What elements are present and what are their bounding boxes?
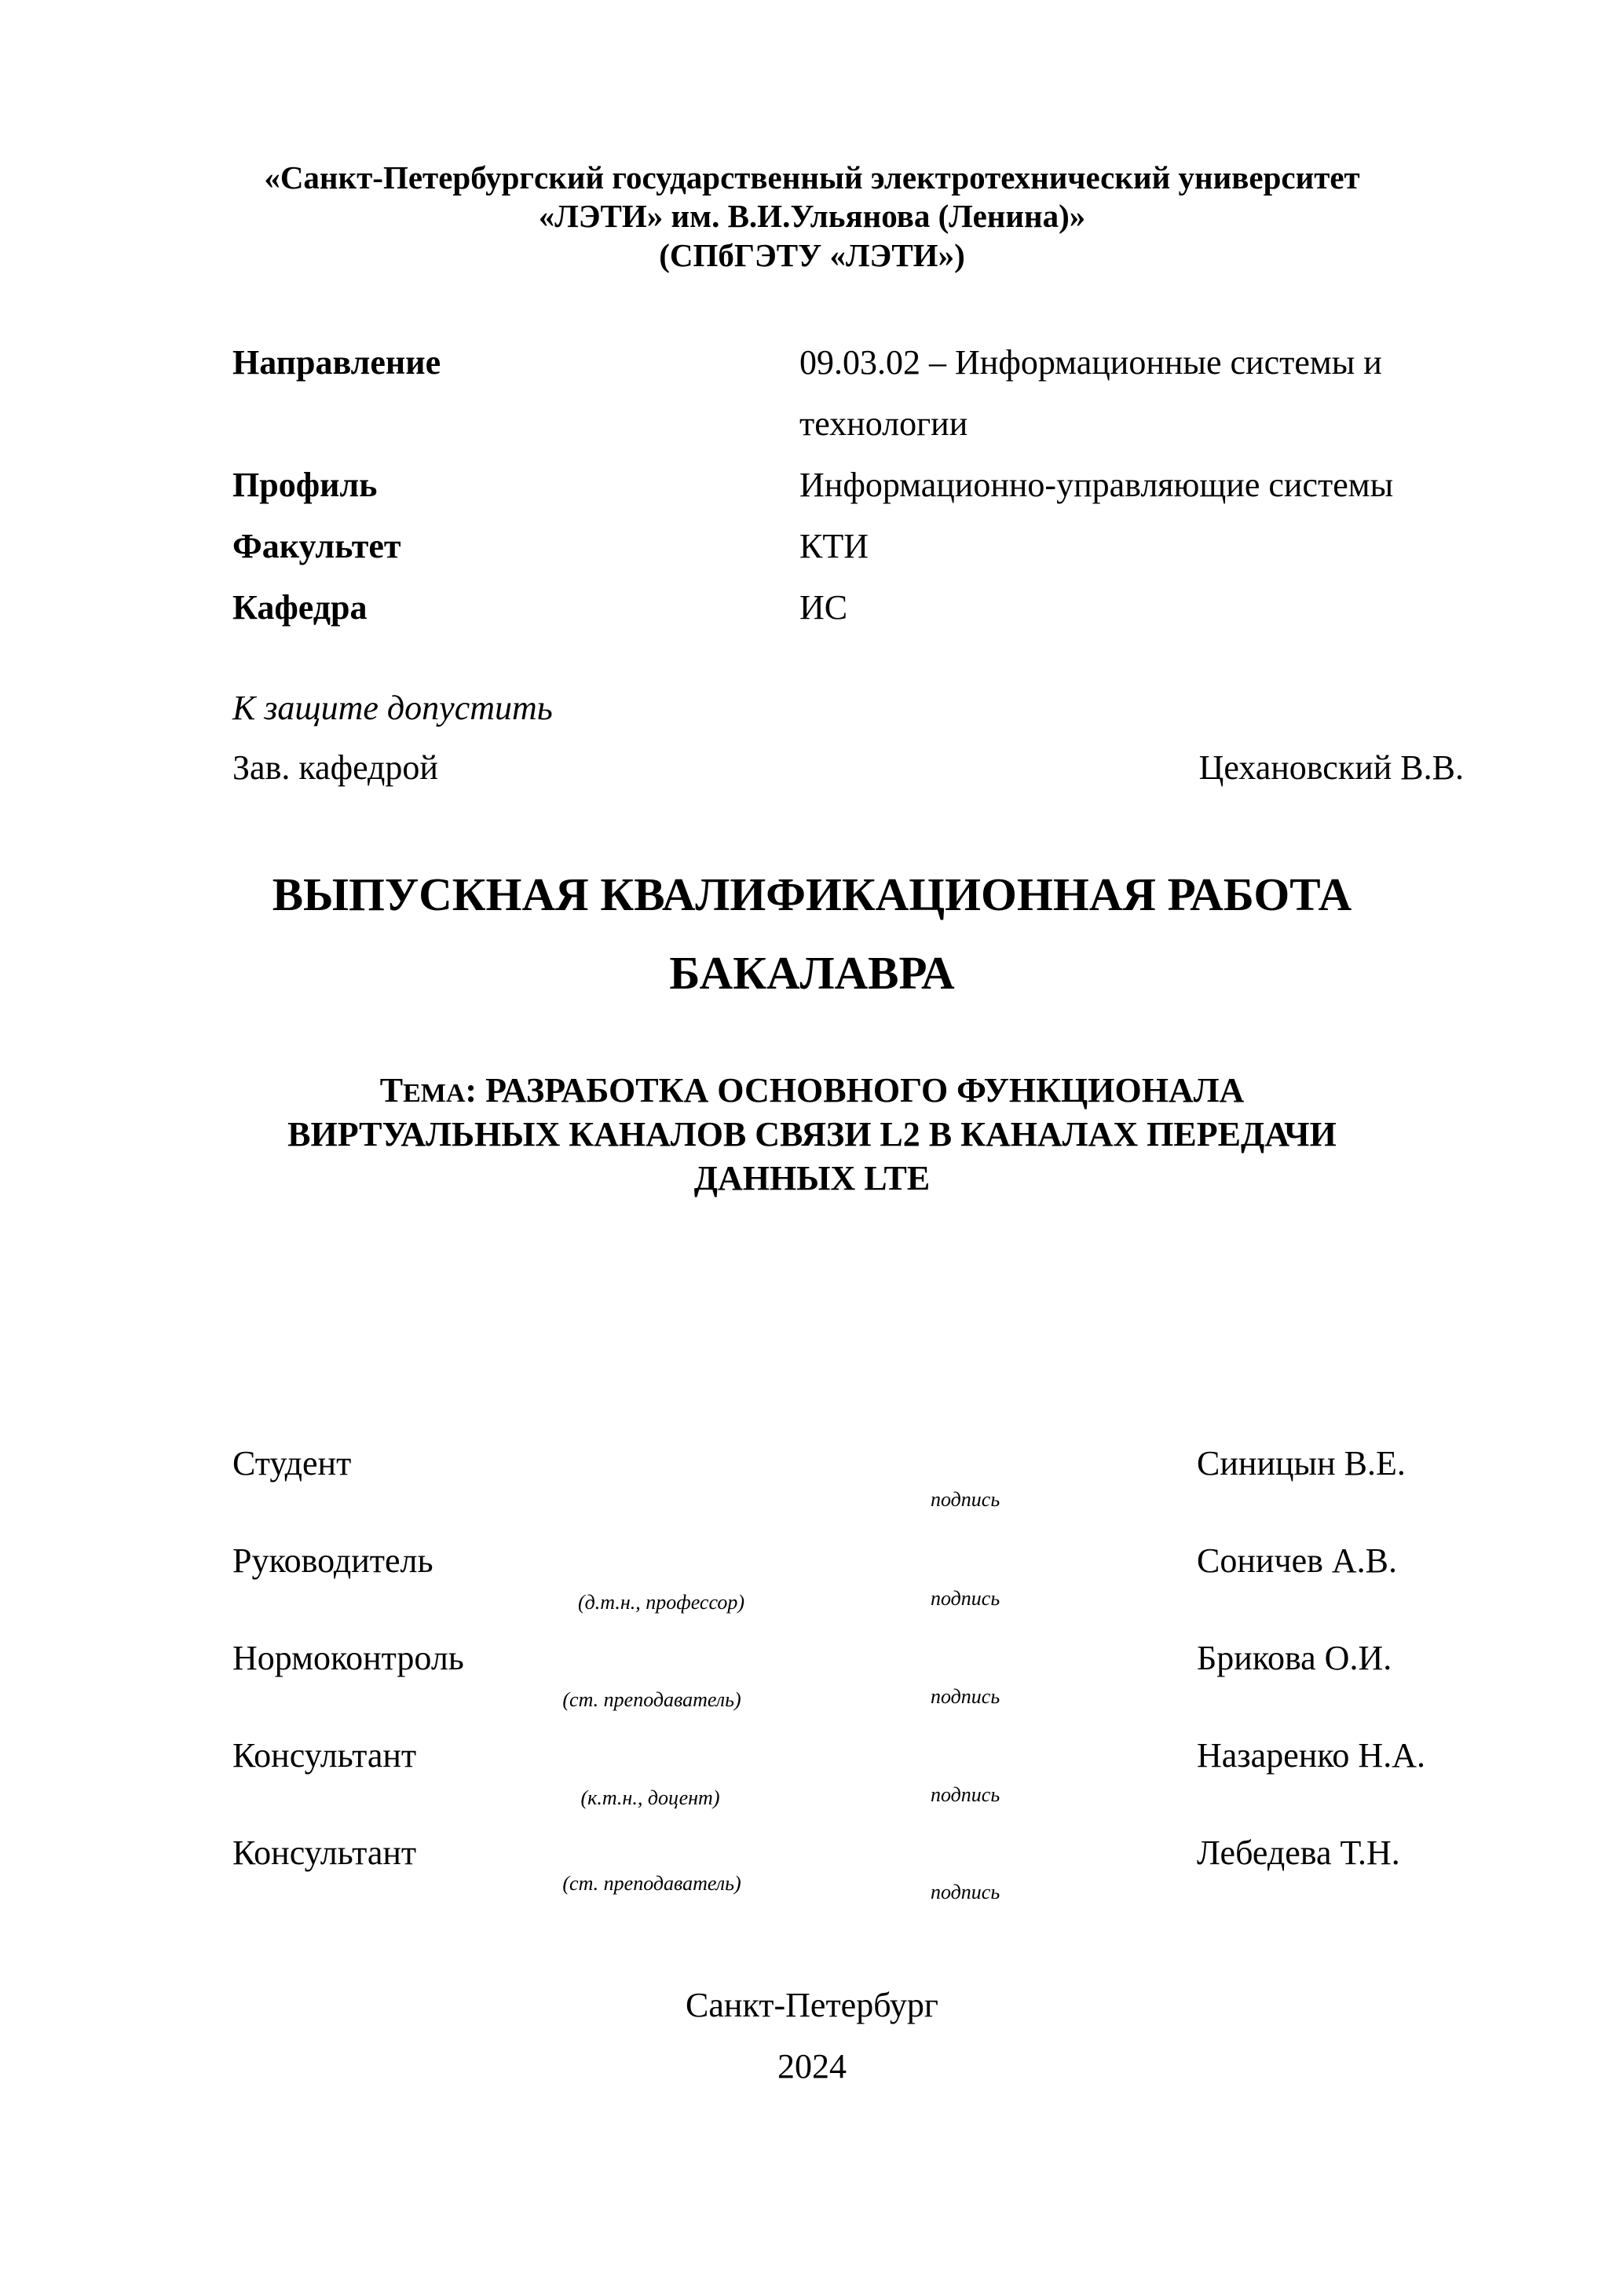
topic-prefix-first: Т xyxy=(379,1071,404,1110)
signature-role: Консультант xyxy=(232,1736,417,1775)
signature-degree: (ст. преподаватель) xyxy=(562,1872,741,1895)
info-value-department: ИС xyxy=(799,588,848,627)
footer-city: Санкт-Петербург xyxy=(686,1986,938,2024)
approval-caption: К защите допустить xyxy=(232,689,553,727)
signature-label: подпись xyxy=(931,1881,1000,1903)
info-label-profile: Профиль xyxy=(232,466,378,504)
signature-degree: (д.т.н., профессор) xyxy=(577,1591,745,1614)
signature-degree: (ст. преподаватель) xyxy=(562,1688,741,1711)
university-name-line2: «ЛЭТИ» им. В.И.Ульянова (Ленина)» xyxy=(538,198,1086,234)
document-title-line1: ВЫПУСКНАЯ КВАЛИФИКАЦИОННАЯ РАБОТА xyxy=(272,868,1352,920)
signature-name: Брикова О.И. xyxy=(1197,1639,1392,1677)
signature-role: Консультант xyxy=(232,1834,417,1872)
info-value-profile: Информационно-управляющие системы xyxy=(799,466,1394,504)
signature-role: Нормоконтроль xyxy=(232,1639,464,1677)
signature-label: подпись xyxy=(931,1488,1000,1511)
topic-line3: ДАННЫХ LTE xyxy=(693,1159,931,1197)
topic-colon: : xyxy=(465,1071,477,1110)
topic-text-line1: РАЗРАБОТКА ОСНОВНОГО ФУНКЦИОНАЛА xyxy=(477,1071,1245,1110)
approval-name: Цехановский В.В. xyxy=(1198,748,1464,787)
signature-role: Студент xyxy=(232,1444,352,1483)
approval-role: Зав. кафедрой xyxy=(232,748,438,787)
university-name-line1: «Санкт-Петербургский государственный электротехнический университет xyxy=(264,159,1360,196)
info-label-direction: Направление xyxy=(232,343,441,382)
signature-label: подпись xyxy=(931,1587,1000,1610)
signature-name: Соничев А.В. xyxy=(1197,1541,1397,1580)
signature-name: Синицын В.Е. xyxy=(1197,1444,1406,1483)
info-value-faculty: КТИ xyxy=(799,527,869,565)
topic-prefix-rest: ЕМА xyxy=(403,1079,466,1108)
signature-name: Назаренко Н.А. xyxy=(1197,1736,1425,1775)
university-abbreviation: (СПбГЭТУ «ЛЭТИ») xyxy=(659,237,965,273)
info-label-department: Кафедра xyxy=(232,588,368,627)
document-title-line2: БАКАЛАВРА xyxy=(669,947,955,999)
info-value-direction: 09.03.02 – Информационные системы и xyxy=(799,343,1382,382)
topic-line1 xyxy=(0,1069,1624,1115)
signature-label: подпись xyxy=(931,1783,1000,1806)
info-label-faculty: Факультет xyxy=(232,527,401,565)
signature-name: Лебедева Т.Н. xyxy=(1197,1834,1400,1872)
signature-degree: (к.т.н., доцент) xyxy=(580,1786,720,1809)
signature-label: подпись xyxy=(931,1685,1000,1708)
signature-role: Руководитель xyxy=(232,1541,433,1580)
topic-line2: ВИРТУАЛЬНЫХ КАНАЛОВ СВЯЗИ L2 В КАНАЛАХ ПЕРЕДАЧИ xyxy=(287,1115,1337,1153)
info-value-direction-cont: технологии xyxy=(799,404,968,443)
footer-year: 2024 xyxy=(777,2047,847,2086)
